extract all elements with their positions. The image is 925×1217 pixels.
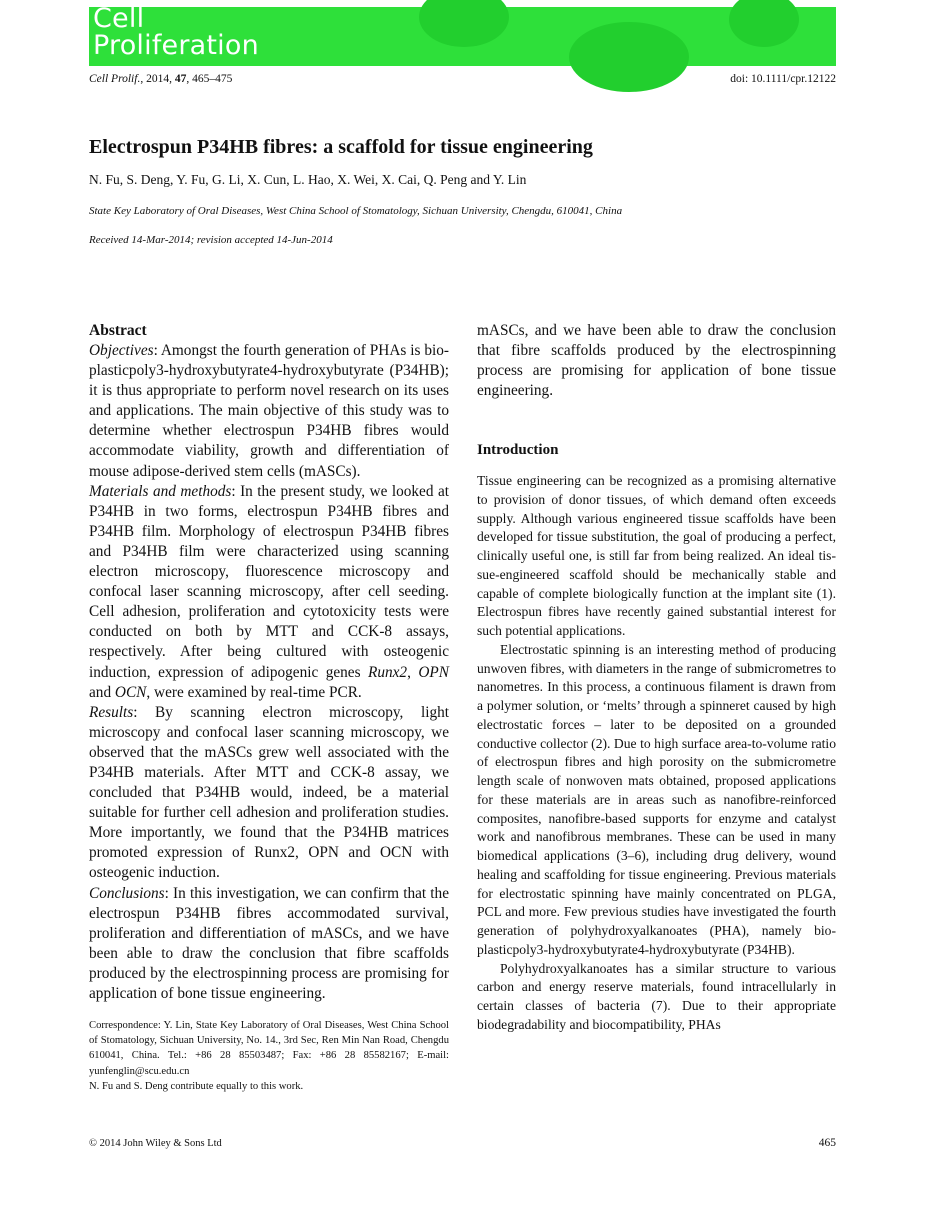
introduction-paragraph-2: Electrostatic spinning is an interesting method of producing unwoven fibres, with diameters in the range of submicrometres to nanometres. In this process, a continuous filament is drawn from a polymer solution, or ‘melts’ through a spinneret caused by high electrostatic forces – later to be deposited on a grounded conductive collector (2). Due to high surface area-to-volume ratio of electrospun fibres and high porosity on the submicrometre length scale of nonwoven mats obtained, proposed applications for these materials are in areas such as nanofibre-reinforced composites, nanofibre-based supports for enzyme and catalyst work and nanofibrous membranes. These can be used in many biomedical applications (3–6), including drug delivery, wound healing and scaffolding for tissue engineering. Previous materials for electrostatic spinning have mainly concentrated on PLGA, PCL and more. Few previous studies have investigated the fourth generation of polyhydroxyalkanoates (PHA), namely bio-plasticpoly3-hydroxybutyrate4-hydroxybutyrate (P34HB). [477,641,836,957]
right-column [477,321,836,1035]
objectives-label: Objectives [89,342,154,359]
conclusions-text-tail: mASCs, and we have been able to draw the conclusion that fibre scaffolds produced by the electrospinning process are promising for application of bone tissue engineering. [477,322,836,400]
abstract-left-column [89,321,449,1002]
introduction-body [477,472,836,1035]
journal-banner [89,3,836,66]
conclusions-text: : In this investigation, we can confirm that the electrospun P34HB fibres accommodated survival, proliferation and differentiation of mASCs, and we have been able to draw the conclusion that fibre scaffolds produced by the electrospinning process are promising for application of bone tissue engineering. [89,884,449,1002]
results-text: : By scanning electron microscopy, light microscopy and confocal laser scanning microscopy, we observed that the mASCs grew well associated with the P34HB materials. After MTT and CCK-8 assay, we concluded that P34HB would, indeed, be a material suitable for further cell adhesion and proliferation studies. More importantly, we found that the P34HB matrices promoted expression of Runx2, OPN and OCN with osteogenic induction. [89,703,449,882]
abstract-continuation [477,321,836,401]
gene-opn: OPN [418,663,449,681]
conclusions-label: Conclusions [89,884,165,902]
abstract-conclusions [89,884,449,1002]
journal-logo [93,5,259,59]
abstract-conclusions-continued [477,321,836,401]
equal-contribution-note: N. Fu and S. Deng contribute equally to this work. [89,1080,304,1092]
introduction-paragraph-3: Polyhydroxyalkanoates has a similar structure to various carbon and energy reserve materials, found intracellularly in certain classes of bacteria (7). Due to their appropriate biodegradability and biocompatibility, PHAs [477,960,836,1032]
correspondence-text: Correspondence: Y. Lin, State Key Laboratory of Oral Diseases, West China School of Stomatology, Sichuan University, No. 14., 3rd Sec, Ren Min Nan Road, Chengdu 610041, China. Tel.: +86 28 85503487; Fax: +86 28 85582167; E-mail: yunfenglin@scu.edu.cn [89,1020,449,1077]
journal-logo-line2: Proliferation [93,30,259,61]
methods-label: Materials and methods [89,482,232,500]
gene-runx2: Runx2 [368,663,408,681]
journal-logo-line1: Cell [93,3,145,34]
banner-decoration [419,0,509,47]
gene-separator: , [407,663,419,681]
affiliation: State Key Laboratory of Oral Diseases, West China School of Stomatology, Sichuan University, Chengdu, 610041, China [89,205,623,217]
banner-decoration [729,0,799,47]
citation [89,73,232,85]
gene-ocn: OCN [114,683,147,701]
introduction-paragraph-1: Tissue engineering can be recognized as a promising alternative to provision of donor tissues, of which demand often exceeds supply. Although various engineered tissue scaffolds have been developed for tissue substitution, the goal of producing a perfect, clinically useful one, is still far from being realized. An ideal tissue-engineered scaffold should be mechanically stable and capable of complete biologically function at the implant site (1). Electrospun fibres have recently gained substantial interest for such potential applications. [477,473,836,638]
gene-separator: and [89,683,115,701]
methods-text-end: , were examined by real-time PCR. [146,683,362,701]
doi[interactable]: doi: 10.1111/cpr.12122 [730,73,836,85]
authors: N. Fu, S. Deng, Y. Fu, G. Li, X. Cun, L. Hao, X. Wei, X. Cai, Q. Peng and Y. Lin [89,172,527,187]
introduction-heading: Introduction [477,442,559,458]
abstract-results [89,703,449,884]
article-title: Electrospun P34HB fibres: a scaffold for tissue engineering [89,136,593,158]
citation-volume: 47 [174,73,187,85]
citation-pages: , 465–475 [186,73,233,85]
banner-decoration [569,22,689,92]
abstract-methods [89,482,449,703]
abstract-heading: Abstract [89,322,147,339]
citation-year: , 2014, [140,73,175,85]
received-date: Received 14-Mar-2014; revision accepted 14-Jun-2014 [89,234,333,246]
methods-text: : In the present study, we looked at P34HB in two forms, electrospun P34HB fibres and P34HB film. Morphology of electrospun P34HB fibres and P34HB film were characterized using scanning electron microscopy, fluorescence microscopy and confocal laser scanning microscopy, after cell seeding. Cell adhesion, proliferation and cytotoxicity tests were conducted on both by MTT and CCK-8 assays, respectively. After being cultured with osteogenic induction, expression of adipogenic genes [89,482,449,681]
results-label: Results [89,703,134,721]
copyright: © 2014 John Wiley & Sons Ltd [89,1138,222,1149]
citation-journal: Cell Prolif. [89,73,141,85]
page-number: 465 [818,1137,836,1149]
correspondence-note [89,1018,449,1094]
abstract-objectives [89,341,449,482]
objectives-text: : Amongst the fourth generation of PHAs is bio-plasticpoly3-hydroxybutyrate4-hydroxybutyrate (P34HB); it is thus appropriate to perform novel research on its uses and applications. The main objective of this study was to determine whether electrospun P34HB fibres would accommodate viability, growth and differentiation of mouse adipose-derived stem cells (mASCs). [89,342,449,480]
